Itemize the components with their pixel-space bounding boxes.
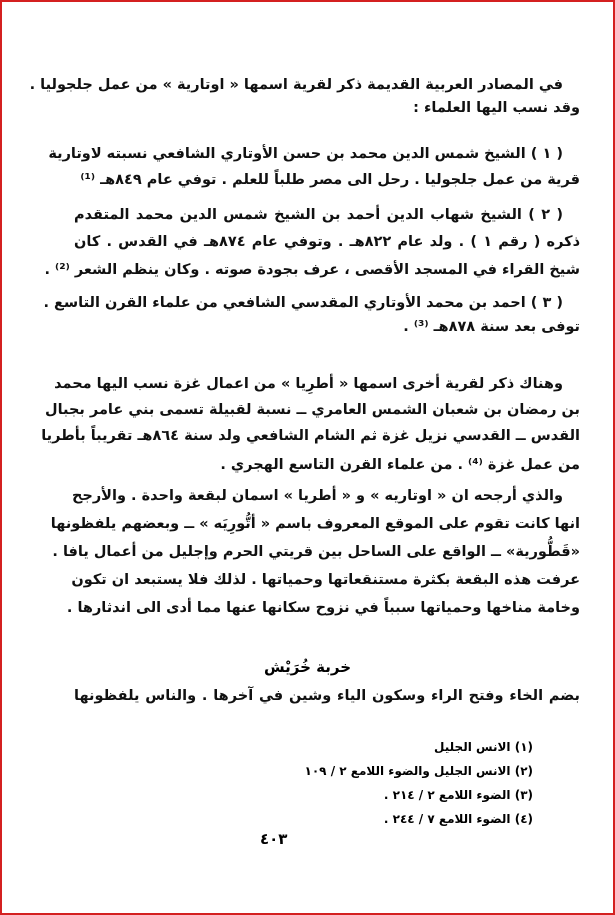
text-line: من عمل غزة ⁽⁴⁾ . من علماء القرن التاسع الهجري . (220, 457, 580, 473)
text-line: شيخ القراء في المسجد الأقصى ، عرف بجودة صوته . وكان ينظم الشعر ⁽²⁾ . (44, 262, 580, 278)
text-line: «قَطُّورية» ــ الواقع على الساحل بين قريتي الحرم وإجليل من أعمال يافا . (52, 544, 580, 560)
footnote: (٤) الضوء اللامع ٧ / ٢٤٤ . (383, 812, 533, 826)
section-heading: خربة خُرَيْش (263, 658, 352, 676)
text-line: ذكره ( رقم ١ ) . ولد عام ٨٢٢هـ . وتوفي عام ٨٧٤هـ في القدس . كان (74, 234, 581, 250)
text-line: في المصادر العربية القديمة ذكر لقرية اسمها « اوتارية » من عمل جلجوليا . (29, 77, 563, 93)
text-line: انها كانت تقوم على الموقع المعروف باسم « أتُّورِيَه » ــ وبعضهم يلفظونها (50, 516, 580, 532)
footnote: (١) الانس الجليل (434, 740, 533, 754)
text-line: عرفت هذه البقعة بكثرة مستنقعاتها وحمياتها . لذلك فلا يستبعد ان تكون (71, 572, 580, 588)
text-line: ( ٢ ) الشيخ شهاب الدين أحمد بن الشيخ شمس الدين محمد المتقدم (74, 207, 563, 223)
text-line: بضم الخاء وفتح الراء وسكون الياء وشين في آخرها . والناس يلفظونها (74, 688, 580, 704)
footnote: (٢) الانس الجليل والضوء اللامع ٢ / ١٠٩ (304, 764, 533, 778)
text-line: والذي أرجحه ان « اوتاريه » و « أطريا » اسمان لبقعة واحدة . والأرجح (71, 488, 563, 504)
text-line: بن رمضان بن شعبان الشمس العامري ــ نسبة لقبيلة تسمى بني عامر بجبال (45, 402, 580, 418)
text-line: القدس ــ القدسي نزيل غزة ثم الشام الشافعي ولد سنة ٨٦٤هـ تقريباً بأطريا (41, 428, 580, 444)
text-line: قرية من عمل جلجوليا . رحل الى مصر طلباً للعلم . توفي عام ٨٤٩هـ ⁽¹⁾ (80, 172, 580, 188)
footnote: (٣) الضوء اللامع ٢ / ٢١٤ . (383, 788, 533, 802)
text-line: توفى بعد سنة ٨٧٨هـ ⁽³⁾ . (403, 319, 580, 335)
text-line: وهناك ذكر لقرية أخرى اسمها « أطرِيا » من اعمال غزة نسب اليها محمد (54, 376, 563, 392)
page-number: ٤٠٣ (260, 830, 288, 848)
text-line: وقد نسب اليها العلماء : (413, 100, 580, 116)
text-line: وخامة مناخها وحمياتها سبباً في نزوح سكانها عنها مما أدى الى اندثارها . (66, 600, 580, 616)
text-line: ( ١ ) الشيخ شمس الدين محمد بن حسن الأوتاري الشافعي نسبته لاوتارية (48, 146, 563, 162)
text-line: ( ٣ ) احمد بن محمد الأوتاري المقدسي الشافعي من علماء القرن التاسع . (43, 295, 563, 311)
